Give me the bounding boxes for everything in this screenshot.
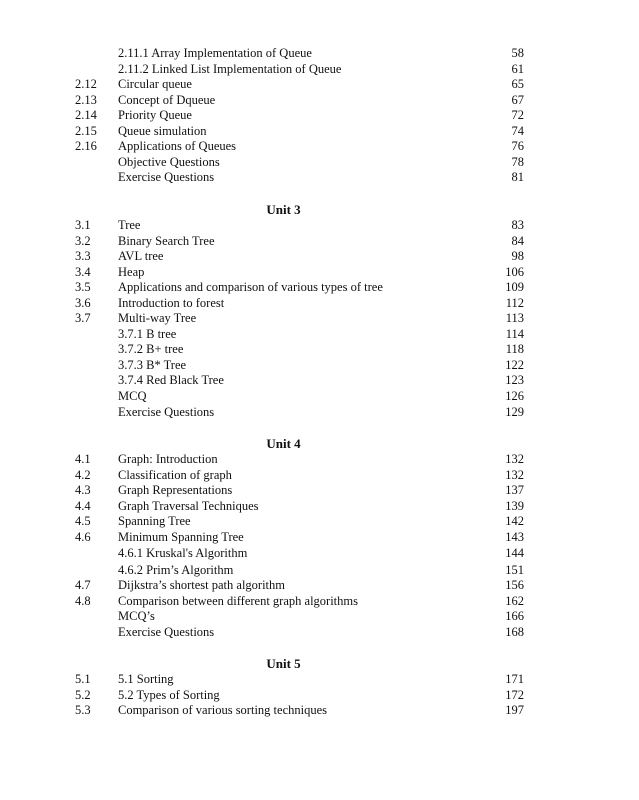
entry-page: 129: [505, 404, 524, 419]
toc-entry: [0, 170, 639, 186]
entry-title: Graph Representations: [118, 483, 233, 498]
toc-entry: [0, 703, 639, 719]
toc-entry: [0, 373, 639, 389]
unit-4-heading: Unit 4: [266, 436, 301, 451]
entry-title: Classification of graph: [118, 467, 232, 482]
entry-page: 142: [505, 514, 524, 529]
entry-page: 123: [505, 373, 524, 388]
entry-page: 166: [505, 609, 524, 624]
entry-page: 106: [505, 264, 524, 279]
toc-entry: [0, 562, 639, 579]
entry-number: 3.5: [75, 280, 91, 295]
entry-page: 72: [511, 108, 524, 123]
entry-page: 162: [505, 593, 524, 608]
toc-section-unit-2-continued: [0, 46, 639, 186]
entry-number: 4.3: [75, 483, 91, 498]
entry-title: 3.7.3 B* Tree: [118, 357, 187, 372]
entry-number: 3.1: [75, 218, 91, 232]
entry-number: 3.4: [75, 264, 91, 279]
entry-number: 3.2: [75, 233, 91, 248]
entry-title: Comparison of various sorting techniques: [118, 703, 327, 718]
toc-entry: [0, 124, 639, 140]
entry-number: 2.13: [75, 92, 97, 107]
toc-section-unit-5: [0, 672, 639, 719]
entry-page: 172: [505, 687, 524, 702]
entry-page: 132: [505, 467, 524, 482]
toc-entry: [0, 483, 639, 499]
toc-entry: [0, 155, 639, 171]
toc-entry: [0, 311, 639, 327]
entry-page: 151: [505, 562, 524, 577]
toc-entry: [0, 327, 639, 343]
entry-page: 156: [505, 578, 524, 593]
entry-title: AVL tree: [118, 249, 164, 264]
toc-section-unit-3: [0, 218, 639, 420]
entry-title: Concept of Dqueue: [118, 92, 216, 107]
entry-title: Multi-way Tree: [118, 311, 197, 326]
entry-page: 144: [505, 546, 524, 561]
entry-page: 126: [505, 389, 524, 404]
entry-page: 143: [505, 529, 524, 544]
unit-5-heading: Unit 5: [266, 656, 301, 671]
entry-page: 171: [505, 672, 524, 686]
entry-title: Exercise Questions: [118, 624, 215, 639]
entry-page: 109: [505, 280, 524, 295]
toc-entry: [0, 108, 639, 124]
toc-entry: [0, 139, 639, 155]
entry-page: 83: [511, 218, 524, 232]
entry-title: 2.11.2 Linked List Implementation of Queue: [118, 61, 342, 76]
entry-title: MCQ’s: [118, 609, 155, 624]
entry-title: Exercise Questions: [118, 170, 215, 185]
toc-entry: [0, 389, 639, 405]
toc-entry: [0, 609, 639, 625]
entry-page: 76: [511, 139, 524, 154]
entry-title: Minimum Spanning Tree: [118, 529, 244, 544]
toc-entry: [0, 296, 639, 312]
toc-entry: [0, 514, 639, 530]
toc-section-unit-4: [0, 452, 639, 640]
entry-title: Heap: [118, 264, 145, 279]
toc-entry: [0, 77, 639, 93]
entry-title: Priority Queue: [118, 108, 192, 123]
entry-title: Dijkstra’s shortest path algorithm: [118, 578, 285, 593]
entry-title: Applications and comparison of various types of tree: [118, 280, 383, 295]
entry-page: 58: [511, 46, 524, 60]
toc-entry: [0, 342, 639, 358]
toc-entry: [0, 625, 639, 641]
toc-entry: [0, 405, 639, 421]
entry-page: 67: [511, 92, 524, 107]
entry-page: 65: [511, 77, 524, 92]
entry-title: Graph Traversal Techniques: [118, 498, 259, 513]
toc-entry: [0, 358, 639, 374]
toc-entry: [0, 280, 639, 296]
entry-title: 4.6.2 Prim’s Algorithm: [118, 562, 234, 577]
entry-title: Queue simulation: [118, 123, 207, 138]
entry-page: 122: [505, 357, 524, 372]
entry-title: 2.11.1 Array Implementation of Queue: [118, 46, 312, 60]
entry-page: 168: [505, 624, 524, 639]
entry-page: 132: [505, 452, 524, 466]
toc-entry: [0, 234, 639, 250]
toc-entry: [0, 46, 639, 62]
entry-page: 112: [505, 295, 524, 310]
toc-entry: [0, 578, 639, 594]
entry-page: 74: [511, 123, 524, 138]
entry-number: 3.7: [75, 311, 91, 326]
entry-number: 4.5: [75, 514, 91, 529]
entry-title: Circular queue: [118, 77, 192, 92]
entry-page: 114: [505, 326, 524, 341]
entry-number: 2.14: [75, 108, 97, 123]
entry-title: Exercise Questions: [118, 404, 215, 419]
entry-page: 137: [505, 483, 524, 498]
entry-title: 3.7.4 Red Black Tree: [118, 373, 224, 388]
entry-title: Graph: Introduction: [118, 452, 218, 466]
toc-entry: [0, 265, 639, 281]
entry-title: 5.1 Sorting: [118, 672, 174, 686]
entry-number: 5.1: [75, 672, 91, 686]
entry-page: 197: [505, 703, 524, 718]
entry-title: 3.7.2 B+ tree: [118, 342, 184, 357]
entry-title: Comparison between different graph algorithms: [118, 593, 358, 608]
unit-3-heading: Unit 3: [266, 202, 301, 217]
toc-entry: [0, 530, 639, 546]
toc-entry: [0, 249, 639, 265]
toc-entry: [0, 468, 639, 484]
entry-page: 113: [505, 311, 524, 326]
toc-entry: [0, 688, 639, 704]
entry-number: 3.3: [75, 249, 91, 264]
entry-title: Introduction to forest: [118, 295, 225, 310]
entry-number: 2.16: [75, 139, 97, 154]
entry-title: Tree: [118, 218, 141, 232]
entry-page: 84: [511, 233, 524, 248]
entry-title: Applications of Queues: [118, 139, 237, 154]
entry-title: 3.7.1 B tree: [118, 326, 177, 341]
entry-number: 4.1: [75, 452, 91, 466]
entry-number: 4.7: [75, 578, 91, 593]
entry-page: 61: [511, 61, 524, 76]
toc-entry: [0, 594, 639, 610]
entry-page: 81: [511, 170, 524, 185]
toc-entry: [0, 499, 639, 515]
entry-number: 4.6: [75, 529, 91, 544]
entry-page: 118: [505, 342, 524, 357]
entry-page: 139: [505, 498, 524, 513]
toc-entry: [0, 218, 639, 234]
entry-number: 4.2: [75, 467, 91, 482]
toc-entry: [0, 93, 639, 109]
entry-title: 5.2 Types of Sorting: [118, 687, 220, 702]
entry-number: 3.6: [75, 295, 91, 310]
toc-entry: [0, 452, 639, 468]
entry-page: 98: [511, 249, 524, 264]
entry-title: Binary Search Tree: [118, 233, 215, 248]
entry-title: Objective Questions: [118, 154, 220, 169]
entry-number: 5.2: [75, 687, 91, 702]
toc-entry: [0, 62, 639, 78]
entry-number: 2.12: [75, 77, 97, 92]
entry-number: 2.15: [75, 123, 97, 138]
entry-number: 5.3: [75, 703, 91, 718]
entry-title: 4.6.1 Kruskal's Algorithm: [118, 546, 248, 561]
entry-number: 4.8: [75, 593, 91, 608]
entry-number: 4.4: [75, 498, 91, 513]
toc-entry: [0, 545, 639, 562]
entry-page: 78: [511, 154, 524, 169]
entry-title: Spanning Tree: [118, 514, 191, 529]
toc-entry: [0, 672, 639, 688]
entry-title: MCQ: [118, 389, 147, 404]
